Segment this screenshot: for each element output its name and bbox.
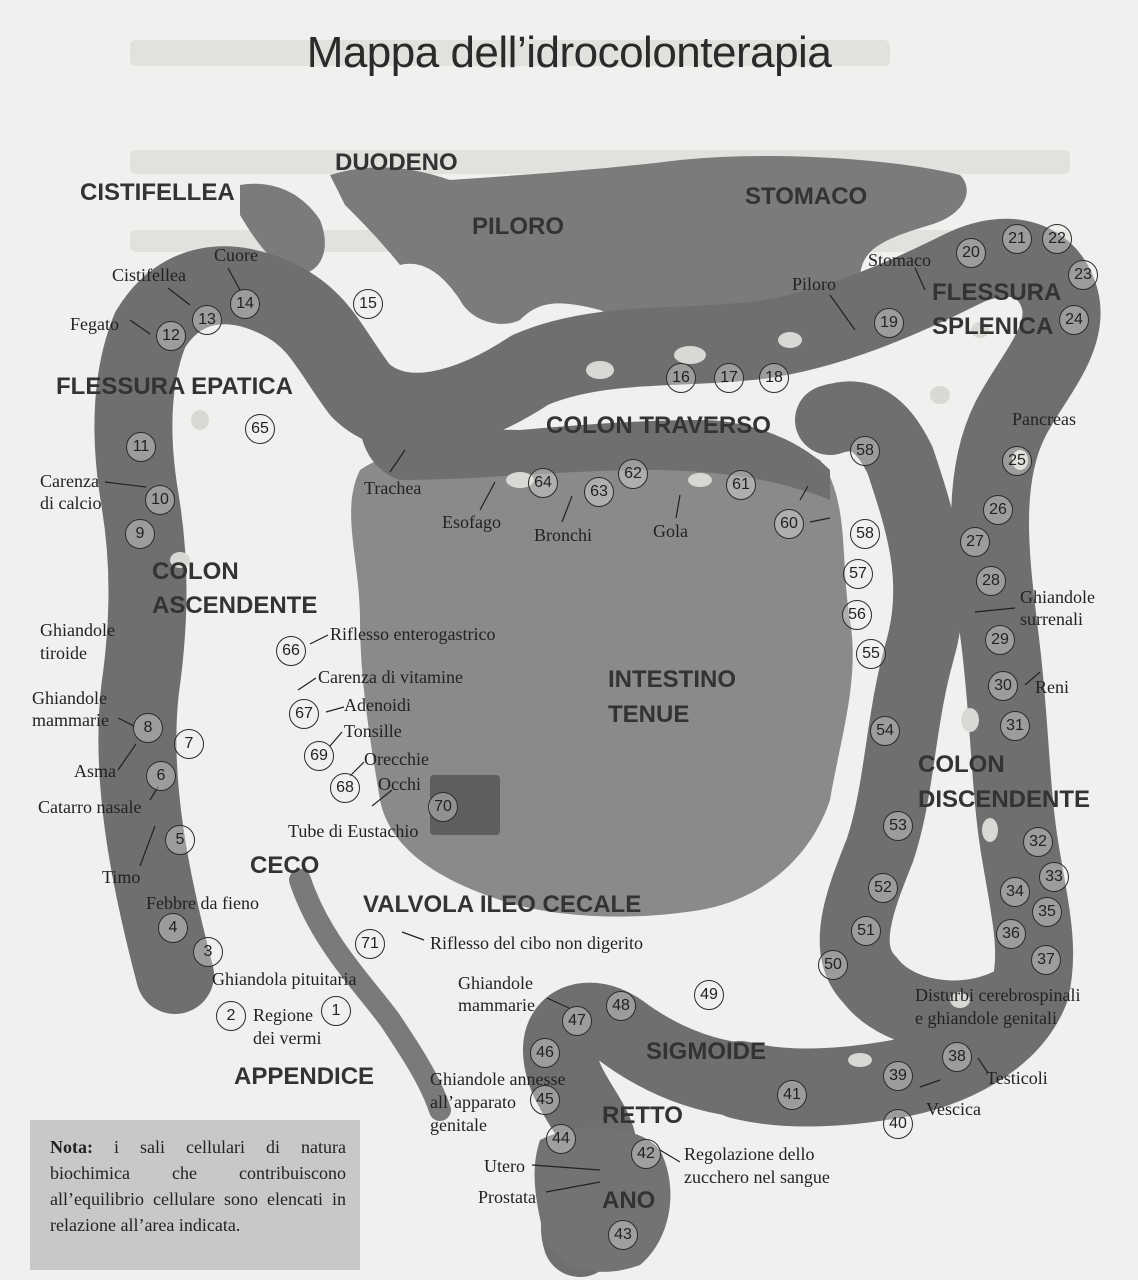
point-57: 57 bbox=[843, 559, 873, 589]
point-51: 51 bbox=[851, 916, 881, 946]
point-52: 52 bbox=[868, 873, 898, 903]
point-37: 37 bbox=[1031, 945, 1061, 975]
point-2: 2 bbox=[216, 1001, 246, 1031]
point-6: 6 bbox=[146, 761, 176, 791]
point-64: 64 bbox=[528, 468, 558, 498]
point-71: 71 bbox=[355, 929, 385, 959]
section-stomaco: STOMACO bbox=[745, 183, 868, 210]
label-carenza: Carenza bbox=[40, 471, 99, 491]
point-23: 23 bbox=[1068, 260, 1098, 290]
section-valvola-ileo-cecale: VALVOLA ILEO CECALE bbox=[363, 891, 642, 918]
note-bold: Nota: bbox=[50, 1137, 93, 1157]
point-44: 44 bbox=[546, 1124, 576, 1154]
label-piloro: Piloro bbox=[792, 274, 837, 294]
point-65: 65 bbox=[245, 414, 275, 444]
label-testicoli: Testicoli bbox=[986, 1068, 1048, 1088]
point-7: 7 bbox=[174, 729, 204, 759]
label-ghiandole-annesse-1: Ghiandole annesse bbox=[430, 1069, 566, 1089]
point-41: 41 bbox=[777, 1080, 807, 1110]
label-ghiandole-surrenali-2: surrenali bbox=[1020, 609, 1083, 629]
point-1: 1 bbox=[321, 996, 351, 1026]
point-40: 40 bbox=[883, 1109, 913, 1139]
point-27: 27 bbox=[960, 527, 990, 557]
point-36: 36 bbox=[996, 919, 1026, 949]
point-39: 39 bbox=[883, 1061, 913, 1091]
point-66: 66 bbox=[276, 636, 306, 666]
page-title: Mappa dell’idrocolonterapia bbox=[306, 28, 832, 77]
label-catarro-nasale: Catarro nasale bbox=[38, 797, 142, 817]
point-11: 11 bbox=[126, 432, 156, 462]
point-24: 24 bbox=[1059, 305, 1089, 335]
point-43: 43 bbox=[608, 1220, 638, 1250]
point-58a: 58 bbox=[850, 436, 880, 466]
point-48: 48 bbox=[606, 991, 636, 1021]
section-cistifellea: CISTIFELLEA bbox=[80, 179, 235, 206]
label-timo: Timo bbox=[102, 867, 141, 887]
section-retto: RETTO bbox=[602, 1102, 683, 1129]
point-21: 21 bbox=[1002, 224, 1032, 254]
label-di-calcio: di calcio bbox=[40, 493, 102, 513]
point-20: 20 bbox=[956, 238, 986, 268]
point-12: 12 bbox=[156, 321, 186, 351]
label-regione: Regione bbox=[253, 1005, 313, 1025]
point-9: 9 bbox=[125, 519, 155, 549]
section-colon-discendente-2: DISCENDENTE bbox=[918, 786, 1091, 813]
point-55: 55 bbox=[856, 639, 886, 669]
point-10: 10 bbox=[145, 485, 175, 515]
label-carenza-di-vitamine: Carenza di vitamine bbox=[318, 667, 463, 687]
label-ghiandole-mammarie-b-1: Ghiandole bbox=[458, 973, 533, 993]
note-body: i sali cellulari di natura biochimica che contribuiscono all’equilibrio cellulare sono elencati in relazione all’area indicata. bbox=[50, 1137, 347, 1235]
section-ano: ANO bbox=[602, 1187, 656, 1214]
point-61: 61 bbox=[726, 470, 756, 500]
section-colon-ascendente-1: COLON bbox=[152, 558, 239, 585]
point-3: 3 bbox=[193, 937, 223, 967]
point-34: 34 bbox=[1000, 877, 1030, 907]
section-colon-ascendente-2: ASCENDENTE bbox=[152, 592, 318, 619]
point-67: 67 bbox=[289, 699, 319, 729]
label-trachea: Trachea bbox=[364, 478, 422, 498]
point-45: 45 bbox=[530, 1085, 560, 1115]
label-tube-di-eustachio: Tube di Eustachio bbox=[288, 821, 419, 841]
point-54: 54 bbox=[870, 716, 900, 746]
label-febbre-da-fieno: Febbre da fieno bbox=[146, 893, 259, 913]
point-26: 26 bbox=[983, 495, 1013, 525]
point-28: 28 bbox=[976, 566, 1006, 596]
point-30: 30 bbox=[988, 671, 1018, 701]
point-15: 15 bbox=[353, 289, 383, 319]
point-31: 31 bbox=[1000, 711, 1030, 741]
section-duodeno: DUODENO bbox=[335, 149, 458, 176]
label-cistifellea: Cistifellea bbox=[112, 265, 186, 285]
label-gola: Gola bbox=[653, 521, 688, 541]
point-58b: 58 bbox=[850, 519, 880, 549]
label-riflesso-cibo-non-digerito: Riflesso del cibo non digerito bbox=[430, 933, 643, 953]
label-ghiandole-annesse-2: all’apparato bbox=[430, 1092, 516, 1112]
point-60: 60 bbox=[774, 509, 804, 539]
section-appendice: APPENDICE bbox=[234, 1063, 375, 1090]
label-disturbi-cerebrospinali: Disturbi cerebrospinali bbox=[915, 985, 1081, 1005]
label-stomaco: Stomaco bbox=[868, 250, 931, 270]
point-17: 17 bbox=[714, 363, 744, 393]
point-22: 22 bbox=[1042, 224, 1072, 254]
section-ceco: CECO bbox=[250, 852, 320, 879]
point-5: 5 bbox=[165, 825, 195, 855]
point-47: 47 bbox=[562, 1006, 592, 1036]
point-62: 62 bbox=[618, 459, 648, 489]
note-text bbox=[50, 1134, 346, 1238]
label-vescica: Vescica bbox=[926, 1099, 981, 1119]
label-ghiandole-mammarie-b-2: mammarie bbox=[458, 995, 535, 1015]
label-regolazione-zucchero-2: zucchero nel sangue bbox=[684, 1167, 830, 1187]
label-esofago: Esofago bbox=[442, 512, 501, 532]
point-68: 68 bbox=[330, 773, 360, 803]
point-63: 63 bbox=[584, 477, 614, 507]
section-splenica: SPLENICA bbox=[932, 313, 1054, 340]
point-19: 19 bbox=[874, 308, 904, 338]
point-33: 33 bbox=[1039, 862, 1069, 892]
label-orecchie: Orecchie bbox=[364, 749, 429, 769]
section-flessura: FLESSURA bbox=[932, 279, 1062, 306]
label-prostata: Prostata bbox=[478, 1187, 536, 1207]
label-ghiandole-mammarie-1: Ghiandole bbox=[32, 688, 107, 708]
point-29: 29 bbox=[985, 625, 1015, 655]
point-35: 35 bbox=[1032, 897, 1062, 927]
section-intestino: INTESTINO bbox=[608, 666, 737, 693]
point-32: 32 bbox=[1023, 827, 1053, 857]
point-13: 13 bbox=[192, 305, 222, 335]
label-ghiandola-pituitaria: Ghiandola pituitaria bbox=[212, 969, 357, 989]
section-tenue: TENUE bbox=[608, 701, 690, 728]
section-sigmoide: SIGMOIDE bbox=[646, 1038, 767, 1065]
point-25: 25 bbox=[1002, 446, 1032, 476]
label-pancreas: Pancreas bbox=[1012, 409, 1076, 429]
point-14: 14 bbox=[230, 289, 260, 319]
point-69: 69 bbox=[304, 741, 334, 771]
label-ghiandole-surrenali-1: Ghiandole bbox=[1020, 587, 1095, 607]
label-occhi: Occhi bbox=[378, 774, 421, 794]
point-56: 56 bbox=[842, 600, 872, 630]
label-fegato: Fegato bbox=[70, 314, 119, 334]
point-18: 18 bbox=[759, 363, 789, 393]
point-53: 53 bbox=[883, 811, 913, 841]
point-70: 70 bbox=[428, 792, 458, 822]
point-50: 50 bbox=[818, 950, 848, 980]
point-16: 16 bbox=[666, 363, 696, 393]
section-piloro: PILORO bbox=[472, 213, 565, 240]
note-box bbox=[30, 1120, 360, 1270]
section-flessura-epatica: FLESSURA EPATICA bbox=[56, 373, 293, 400]
label-ghiandole-mammarie-2: mammarie bbox=[32, 710, 109, 730]
point-8: 8 bbox=[133, 713, 163, 743]
point-42: 42 bbox=[631, 1139, 661, 1169]
label-ghiandole-annesse-3: genitale bbox=[430, 1115, 487, 1135]
label-utero: Utero bbox=[484, 1156, 525, 1176]
label-cuore: Cuore bbox=[214, 245, 258, 265]
label-ghiandole-tiroide-2: tiroide bbox=[40, 643, 87, 663]
point-49: 49 bbox=[694, 980, 724, 1010]
point-4: 4 bbox=[158, 913, 188, 943]
label-tonsille: Tonsille bbox=[344, 721, 402, 741]
section-colon-traverso: COLON TRAVERSO bbox=[546, 412, 771, 439]
label-regolazione-zucchero-1: Regolazione dello bbox=[684, 1144, 815, 1164]
label-bronchi: Bronchi bbox=[534, 525, 592, 545]
label-adenoidi: Adenoidi bbox=[344, 695, 411, 715]
point-38: 38 bbox=[942, 1042, 972, 1072]
label-ghiandole-tiroide-1: Ghiandole bbox=[40, 620, 115, 640]
label-dei-vermi: dei vermi bbox=[253, 1028, 322, 1048]
section-colon-discendente-1: COLON bbox=[918, 751, 1005, 778]
label-ghiandole-genitali: e ghiandole genitali bbox=[915, 1008, 1057, 1028]
label-asma: Asma bbox=[74, 761, 116, 781]
label-reni: Reni bbox=[1035, 677, 1069, 697]
point-46: 46 bbox=[530, 1038, 560, 1068]
label-riflesso-enterogastrico: Riflesso enterogastrico bbox=[330, 624, 496, 644]
